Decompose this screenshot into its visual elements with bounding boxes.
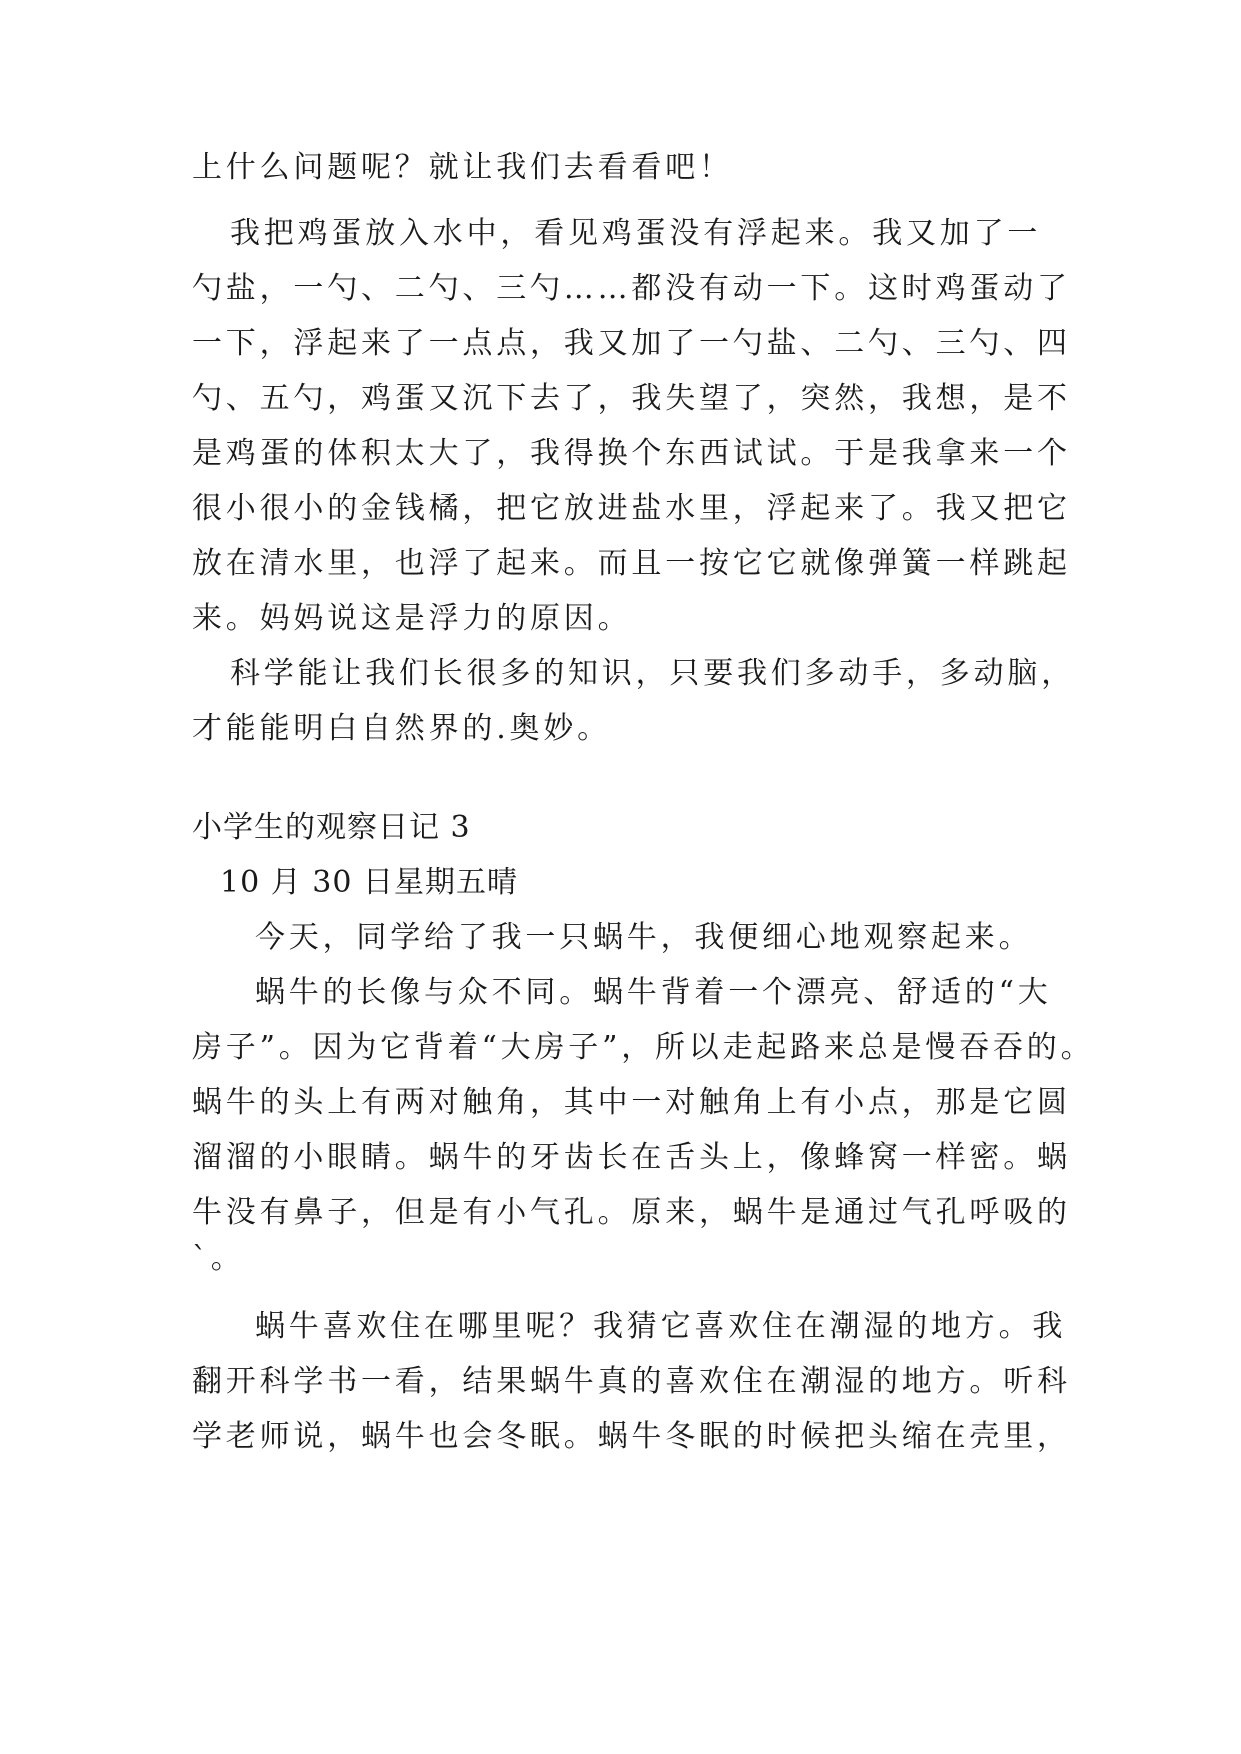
text-line: 是鸡蛋的体积太大了，我得换个东西试试。于是我拿来一个 <box>192 436 1071 471</box>
text-line: 蜗牛的头上有两对触角，其中一对触角上有小点，那是它圆 <box>192 1085 1071 1120</box>
text-line: 翻开科学书一看，结果蜗牛真的喜欢住在潮湿的地方。听科 <box>192 1364 1071 1399</box>
text-line: 勺盐，一勺、二勺、三勺……都没有动一下。这时鸡蛋动了 <box>192 271 1071 306</box>
text-line: 今天，同学给了我一只蜗牛，我便细心地观察起来。 <box>255 920 1033 955</box>
section-heading: 小学生的观察日记 3 <box>192 810 471 845</box>
text-line: 一下，浮起来了一点点，我又加了一勺盐、二勺、三勺、四 <box>192 326 1071 361</box>
text-line: 放在清水里，也浮了起来。而且一按它它就像弹簧一样跳起 <box>192 546 1071 581</box>
text-line: 上什么问题呢？就让我们去看看吧！ <box>192 150 733 185</box>
text-line: 科学能让我们长很多的知识，只要我们多动手，多动脑， <box>230 656 1075 691</box>
entry-date: 10 月 30 日星期五晴 <box>220 865 518 900</box>
text-line: `。 <box>192 1241 245 1276</box>
text-line: 我把鸡蛋放入水中，看见鸡蛋没有浮起来。我又加了一 <box>230 216 1042 251</box>
text-line: 牛没有鼻子，但是有小气孔。原来，蜗牛是通过气孔呼吸的 <box>192 1195 1071 1230</box>
text-line: 蜗牛的长像与众不同。蜗牛背着一个漂亮、舒适的“大 <box>255 975 1052 1010</box>
text-line: 很小很小的金钱橘，把它放进盐水里，浮起来了。我又把它 <box>192 491 1071 526</box>
text-line: 房子”。因为它背着“大房子”，所以走起路来总是慢吞吞的。 <box>192 1030 1095 1065</box>
text-line: 学老师说，蜗牛也会冬眠。蜗牛冬眠的时候把头缩在壳里， <box>192 1419 1071 1454</box>
text-line: 来。妈妈说这是浮力的原因。 <box>192 601 632 636</box>
text-line: 才能能明白自然界的.奥妙。 <box>192 711 611 746</box>
text-line: 溜溜的小眼睛。蜗牛的牙齿长在舌头上，像蜂窝一样密。蜗 <box>192 1140 1071 1175</box>
text-line: 蜗牛喜欢住在哪里呢？我猜它喜欢住在潮湿的地方。我 <box>255 1309 1067 1344</box>
text-line: 勺、五勺，鸡蛋又沉下去了，我失望了，突然，我想，是不 <box>192 381 1071 416</box>
